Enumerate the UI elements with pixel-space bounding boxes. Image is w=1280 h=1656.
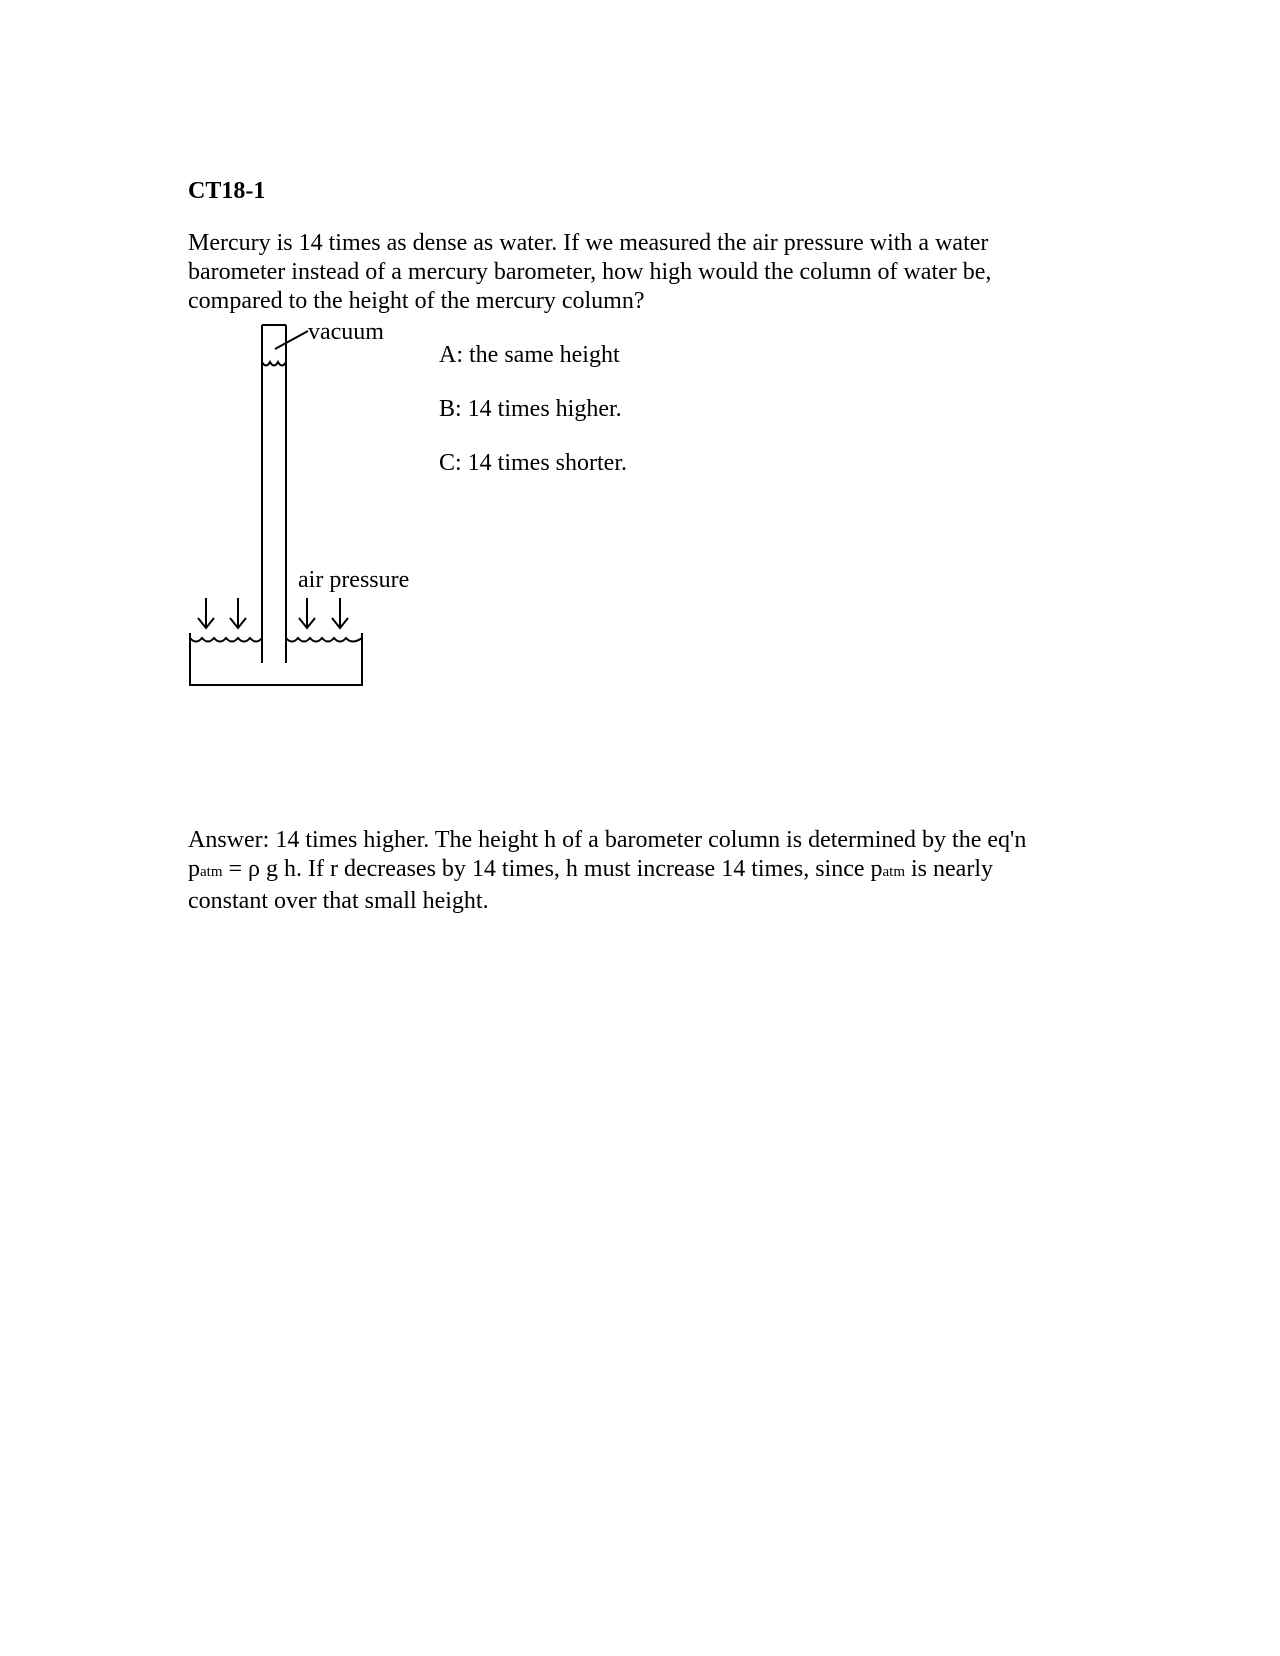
choice-c: C: 14 times shorter. [439, 450, 627, 476]
answer-line: constant over that small height. [188, 888, 489, 914]
subscript-atm: atm [200, 864, 223, 880]
question-line: Mercury is 14 times as dense as water. If we measured the air pressure with a water [188, 230, 989, 256]
answer-equation-text: = ρ g h. If r decreases by 14 times, h must increase 14 times, since p [222, 856, 883, 882]
subscript-atm: atm [882, 864, 906, 880]
question-line: barometer instead of a mercury barometer, how high would the column of water be, [188, 259, 992, 285]
tube-liquid-surface [262, 362, 286, 366]
barometer-drawing [180, 315, 440, 695]
answer-tail-text: is nearly [905, 856, 993, 882]
vacuum-label: vacuum [308, 319, 384, 345]
choice-b: B: 14 times higher. [439, 396, 622, 422]
vacuum-pointer [275, 331, 308, 349]
p-symbol: p [188, 856, 200, 882]
choice-a: A: the same height [439, 342, 620, 368]
question-text [188, 229, 1068, 316]
answer-line [188, 855, 1088, 887]
answer-line: Answer: 14 times higher. The height h of a barometer column is determined by the eq'n [188, 827, 1027, 853]
air-pressure-label: air pressure [298, 567, 410, 593]
problem-title: CT18-1 [188, 178, 266, 204]
pressure-arrows [198, 598, 348, 628]
answer-text [188, 826, 1088, 916]
question-line: compared to the height of the mercury column? [188, 288, 645, 314]
dish-surface-right [286, 638, 362, 642]
barometer-diagram [180, 315, 440, 695]
dish-surface-left [190, 638, 262, 642]
